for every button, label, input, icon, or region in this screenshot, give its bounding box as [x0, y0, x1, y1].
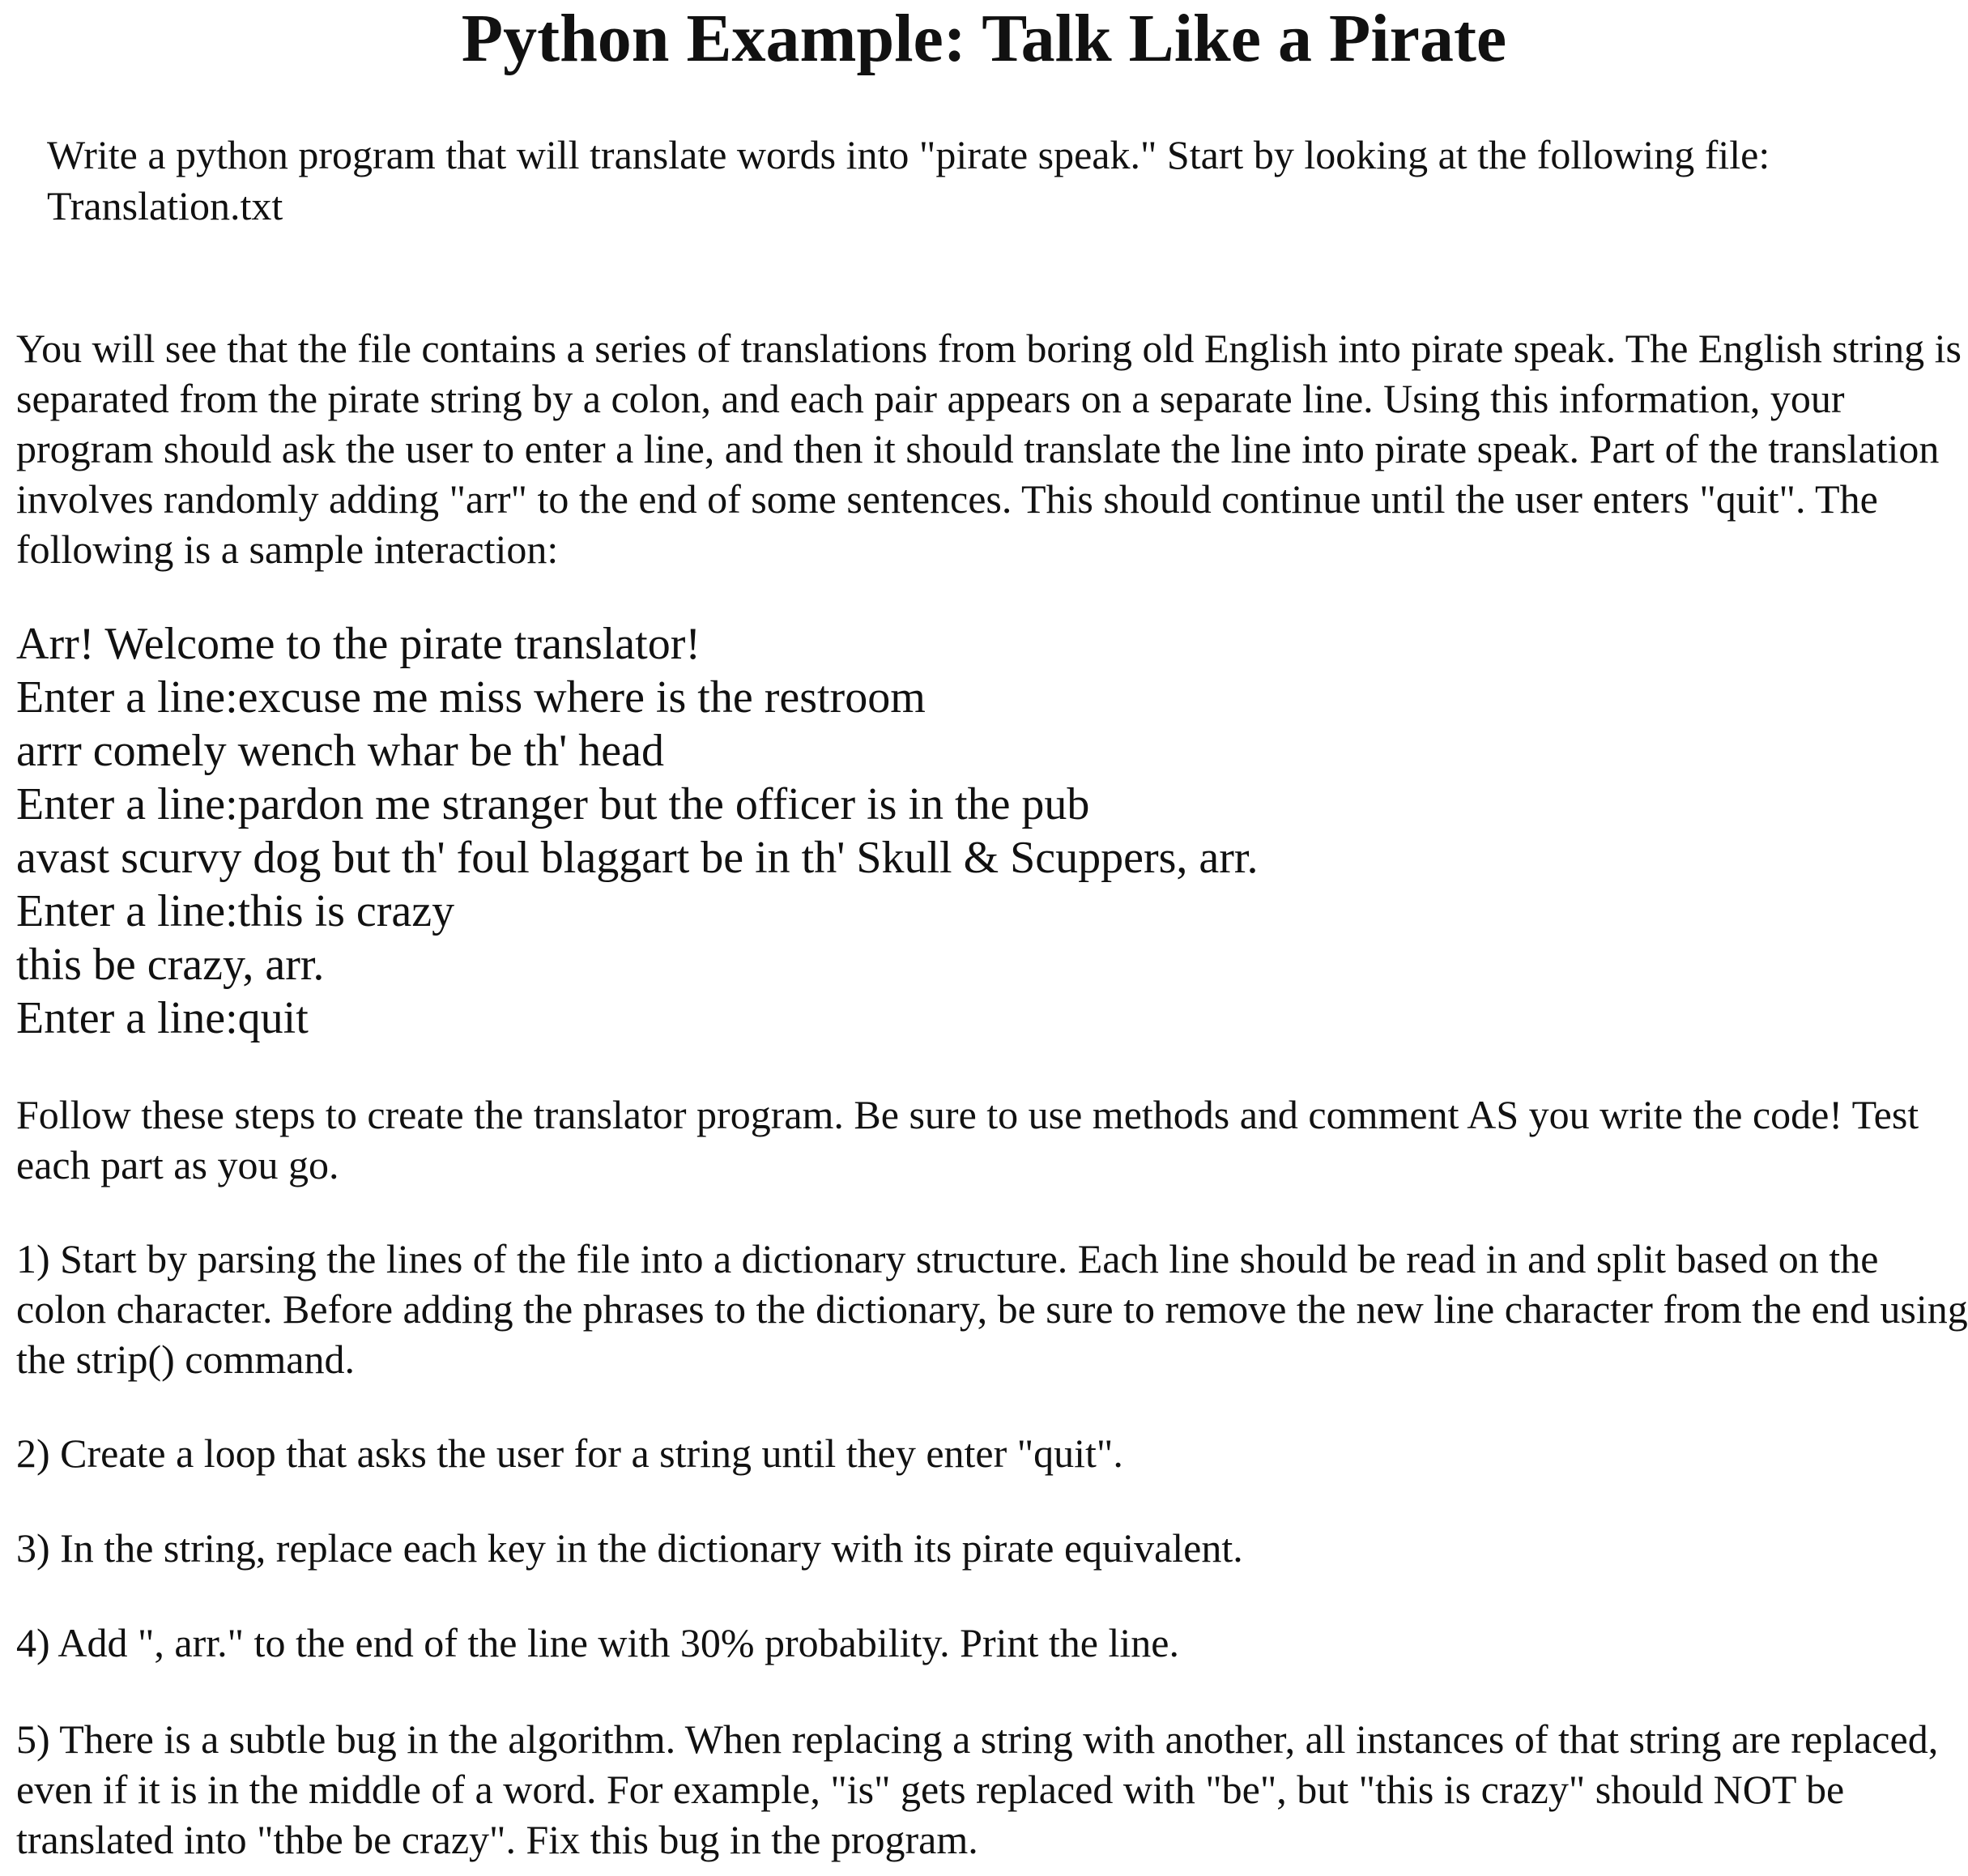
filename-text: Translation.txt — [47, 183, 283, 228]
step-2: 2) Create a loop that asks the user for a string until they enter "quit". — [16, 1430, 1123, 1476]
intro-text: Write a python program that will translate words into "pirate speak." Start by looking at the following file: — [47, 132, 1770, 177]
sample-line: arrr comely wench whar be th' head — [16, 726, 664, 776]
sample-line: avast scurvy dog but th' foul blaggart be in th' Skull & Scuppers, arr. — [16, 833, 1259, 883]
step-1: 1) Start by parsing the lines of the file into a dictionary structure. Each line should be read in and split based on the colon character. Before adding the phrases to the dictionary, be sure to remove the new line character from the end using the strip() command. — [16, 1236, 1968, 1382]
sample-line: Enter a line:quit — [16, 993, 309, 1043]
page-title: Python Example: Talk Like a Pirate — [461, 1, 1507, 76]
sample-line: this be crazy, arr. — [16, 940, 325, 990]
step-3: 3) In the string, replace each key in the dictionary with its pirate equivalent. — [16, 1525, 1243, 1571]
description-paragraph: You will see that the file contains a series of translations from boring old English into pirate speak. The English string is separated from the pirate string by a colon, and each pair appears on a separate line. Using this information, your program should ask the user to enter a line, and then it should translate the line into pirate speak. Part of the translation involves randomly adding "arr" to the end of some sentences. This should continue until the user enters "quit". The following is a sample interaction: — [16, 326, 1962, 572]
sample-line: Enter a line:this is crazy — [16, 886, 455, 936]
step-5: 5) There is a subtle bug in the algorithm. When replacing a string with another, all instances of that string are replaced, even if it is in the middle of a word. For example, "is" gets replaced with "be", but "this is crazy" should NOT be translated into "thbe be crazy". Fix this bug in the program. — [16, 1716, 1939, 1862]
sample-line: Enter a line:pardon me stranger but the officer is in the pub — [16, 779, 1090, 829]
sample-interaction — [16, 617, 1960, 1045]
steps-intro-paragraph: Follow these steps to create the translator program. Be sure to use methods and comment AS you write the code! Test each part as you go. — [16, 1092, 1919, 1187]
step-4: 4) Add ", arr." to the end of the line with 30% probability. Print the line. — [16, 1620, 1179, 1665]
sample-line: Arr! Welcome to the pirate translator! — [16, 619, 701, 669]
sample-line: Enter a line:excuse me miss where is the restroom — [16, 672, 926, 723]
intro-paragraph — [47, 130, 1966, 232]
